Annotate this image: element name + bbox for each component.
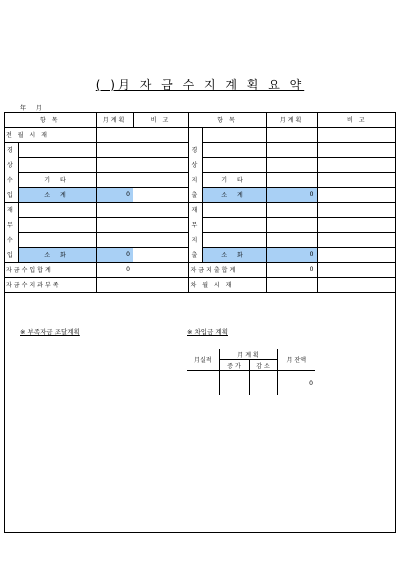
left-side-char: 재 xyxy=(7,207,13,215)
left-side-char: 상 xyxy=(7,162,13,169)
shortage-plan-heading: ※ 부족자금 조달계획 xyxy=(20,328,80,336)
page-title: ( )月 자 금 수 지 계 획 요 약 xyxy=(95,78,305,92)
plan-balance-value: 0 xyxy=(277,371,315,396)
right-side-char: 재 xyxy=(188,202,202,217)
left-side-char: 수 xyxy=(7,177,13,184)
small-sum-row xyxy=(4,247,396,262)
expense-total-value: 0 xyxy=(266,262,317,277)
expense-total-label: 자금지출합계 xyxy=(188,262,266,277)
right-side-char: 상 xyxy=(188,157,202,172)
small-sum-value: 0 xyxy=(96,247,133,262)
right-side-char: 출 xyxy=(188,187,202,202)
header-row xyxy=(4,112,396,127)
subtotal-value: 0 xyxy=(96,187,133,202)
subtotal-row xyxy=(4,187,396,202)
header-item: 항 목 xyxy=(4,112,96,127)
totals-row xyxy=(4,262,396,277)
plan-monthly-header: 月 계 획 xyxy=(219,349,277,360)
right-side-char: 경 xyxy=(188,142,202,157)
left-side-char: 경 xyxy=(7,147,13,155)
subtotal-label: 소 계 xyxy=(202,187,266,202)
etc-label: 기 타 xyxy=(202,172,266,187)
right-side-char: 지 xyxy=(188,232,202,247)
balance-label: 자금수지과부족 xyxy=(4,277,96,292)
small-sum-value: 0 xyxy=(266,247,317,262)
table-row xyxy=(4,202,396,217)
small-sum-label: 소 화 xyxy=(18,247,96,262)
header-plan: 月계획 xyxy=(96,112,133,127)
balance-row xyxy=(4,277,396,292)
date-label: 年 月 xyxy=(20,105,46,112)
right-side-char: 출 xyxy=(188,247,202,262)
right-side-char: 지 xyxy=(188,172,202,187)
right-side-char: 무 xyxy=(188,217,202,232)
left-side-char: 수 xyxy=(7,237,13,244)
small-sum-label: 소 화 xyxy=(202,247,266,262)
table-row xyxy=(4,142,396,157)
table-row xyxy=(4,217,396,232)
plan-decrease-header: 감 소 xyxy=(249,360,277,371)
table-row xyxy=(4,232,396,247)
plan-balance-header: 月 잔액 xyxy=(277,349,315,371)
subtotal-value: 0 xyxy=(266,187,317,202)
cash-flow-table xyxy=(4,112,396,293)
next-month-label: 차 월 시 재 xyxy=(188,277,266,292)
plan-actual-header: 月실적 xyxy=(187,349,219,371)
etc-label: 기 타 xyxy=(18,172,96,187)
header-note-right: 비 고 xyxy=(317,112,396,127)
header-note: 비 고 xyxy=(133,112,188,127)
table-row xyxy=(4,157,396,172)
borrowing-plan-table xyxy=(187,349,315,395)
left-side-char: 입 xyxy=(4,187,18,202)
header-plan-right: 月계획 xyxy=(266,112,317,127)
income-total-value: 0 xyxy=(96,262,133,277)
table-row xyxy=(4,127,396,142)
plan-increase-header: 증 가 xyxy=(219,360,249,371)
header-item-right: 항 목 xyxy=(188,112,266,127)
table-row xyxy=(4,172,396,187)
left-side-char: 무 xyxy=(7,222,13,229)
left-side-char: 입 xyxy=(4,247,18,262)
subtotal-label: 소 계 xyxy=(18,187,96,202)
income-total-label: 자금수입합계 xyxy=(4,262,96,277)
borrowing-plan-heading: ※ 차입금 계획 xyxy=(187,328,228,336)
carry-over-label: 전 월 시 재 xyxy=(4,127,96,142)
